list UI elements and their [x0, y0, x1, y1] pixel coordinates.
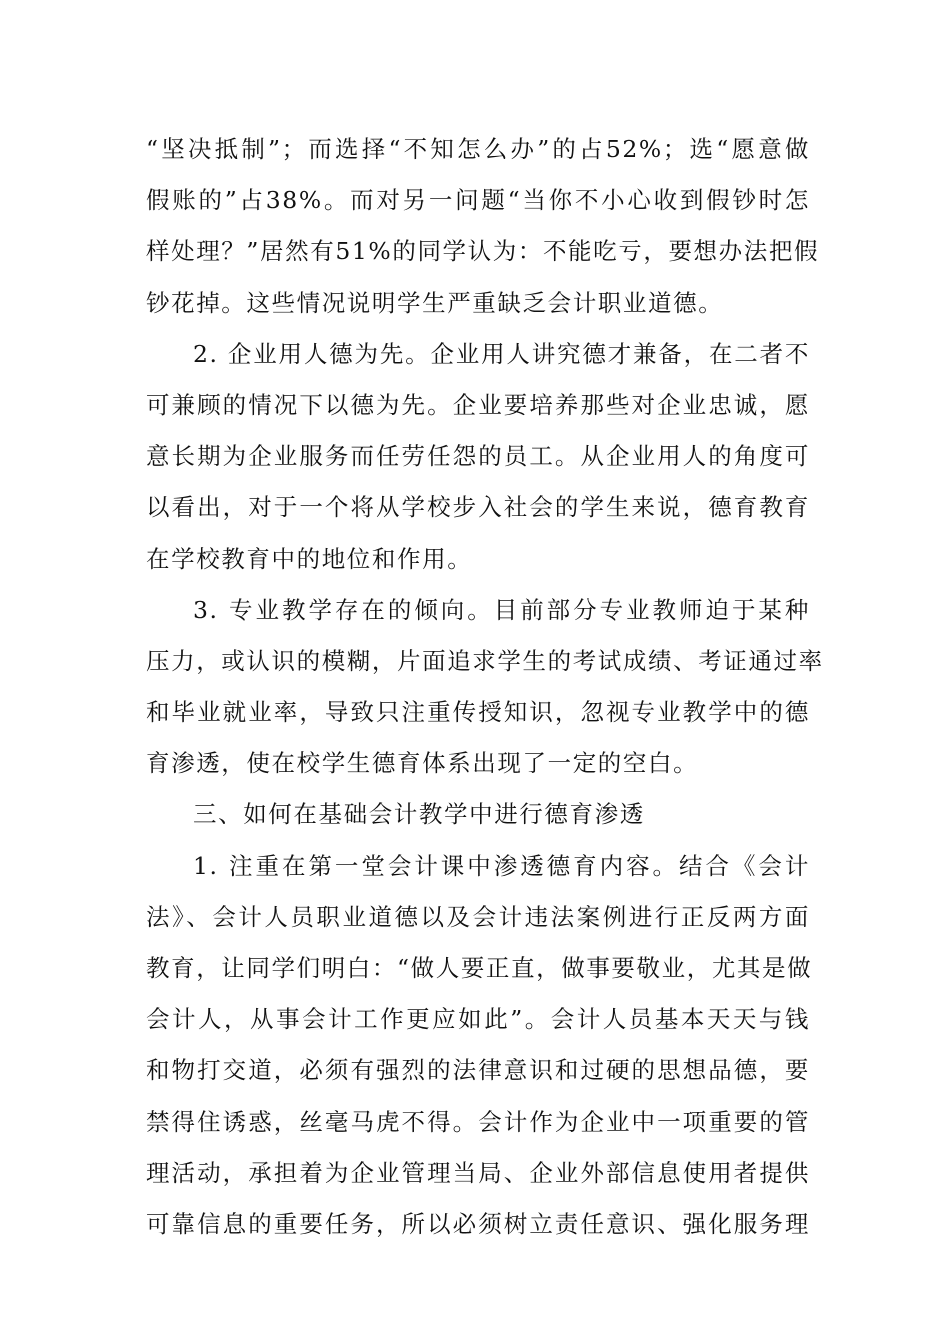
section-heading — [146, 789, 810, 840]
text-line: “坚决抵制”；而选择“不知怎么办”的占52%；选“愿意做 — [146, 135, 810, 163]
text-line: 育渗透，使在校学生德育体系出现了一定的空白。 — [146, 749, 699, 778]
text-line: 会计人，从事会计工作更应如此”。会计人员基本天天与钱 — [146, 1005, 810, 1034]
paragraph-enterprise-employment — [146, 329, 810, 585]
text-line: 教育，让同学们明白：“做人要正直，做事要敬业，尤其是做 — [146, 954, 813, 982]
text-line: 和毕业就业率，导致只注重传授知识，忽视专业教学中的德 — [146, 698, 810, 727]
section-title: 三、如何在基础会计教学中进行德育渗透 — [193, 800, 645, 829]
text-line: 压力，或认识的模糊，片面追求学生的考试成绩、考证通过率 — [146, 646, 824, 675]
document-page — [146, 124, 824, 1250]
text-line: 样处理？”居然有51%的同学认为：不能吃亏，要想办法把假 — [146, 237, 820, 266]
paragraph-teaching-tendency — [146, 585, 824, 790]
text-line: 以看出，对于一个将从学校步入社会的学生来说，德育教育 — [146, 493, 810, 522]
text-line: 理活动，承担着为企业管理当局、企业外部信息使用者提供 — [146, 1158, 810, 1187]
text-line: 钞花掉。这些情况说明学生严重缺乏会计职业道德。 — [146, 288, 724, 317]
text-line: 假账的”占38%。而对另一问题“当你不小心收到假钞时怎 — [146, 186, 810, 215]
text-line: 法》、会计人员职业道德以及会计违法案例进行正反两方面 — [146, 902, 810, 931]
text-line: 2. 企业用人德为先。企业用人讲究德才兼备，在二者不 — [193, 339, 810, 368]
text-line: 可靠信息的重要任务，所以必须树立责任意识、强化服务理 — [146, 1209, 810, 1238]
text-line: 在学校教育中的地位和作用。 — [146, 544, 473, 573]
text-line: 3. 专业教学存在的倾向。目前部分专业教师迫于某种 — [193, 595, 810, 624]
paragraph-survey-results — [146, 124, 820, 329]
text-line: 可兼顾的情况下以德为先。企业要培养那些对企业忠诚，愿 — [146, 390, 810, 419]
paragraph-first-lesson — [146, 841, 813, 1251]
text-line: 和物打交道，必须有强烈的法律意识和过硬的思想品德，要 — [146, 1056, 810, 1085]
text-line: 意长期为企业服务而任劳任怨的员工。从企业用人的角度可 — [146, 442, 810, 471]
text-line: 1. 注重在第一堂会计课中渗透德育内容。结合《会计 — [193, 851, 810, 880]
text-line: 禁得住诱惑，丝毫马虎不得。会计作为企业中一项重要的管 — [146, 1107, 810, 1136]
